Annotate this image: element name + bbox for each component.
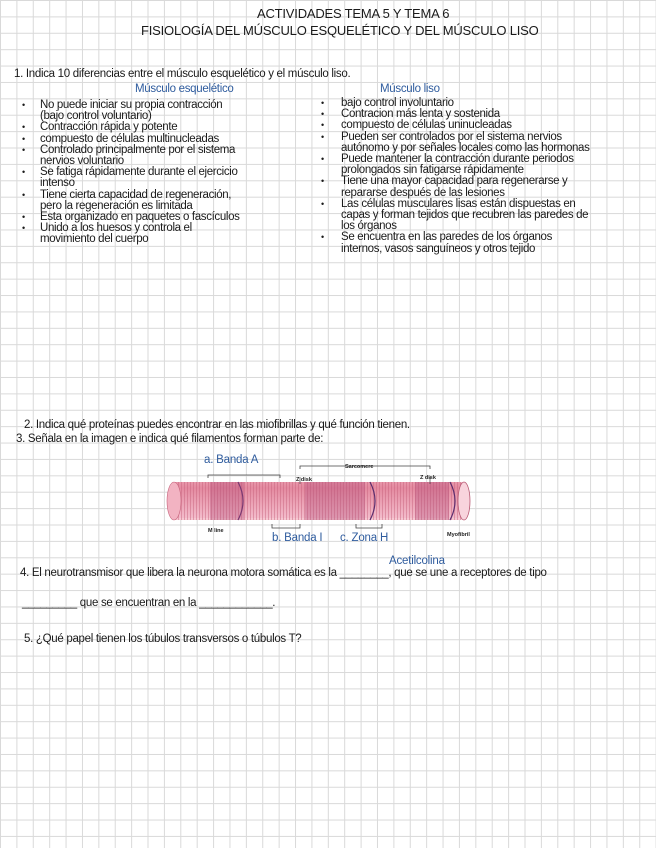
list-item [321,232,651,254]
list-item-line: internos, vasos sanguíneos y otros tejido [341,242,536,255]
heading-skeletal-muscle: Músculo esquelético [135,83,234,95]
question-4-line2: _________ que se encuentran en la ____________. [22,597,276,609]
question-1: 1. Indica 10 diferencias entre el músculo esquelético y el músculo liso. [14,68,351,80]
list-item [22,190,312,212]
bullet: • [22,212,25,223]
list-item-line: prolongados sin fatigarse rápidamente [341,164,524,177]
bullet: • [22,144,25,155]
list-item [22,122,312,133]
list-item-line: intenso [40,177,75,190]
bullet: • [321,131,324,142]
page-title-line1: ACTIVIDADES TEMA 5 Y TEMA 6 [257,6,450,21]
list-item [321,199,651,233]
question-3: 3. Señala en la imagen e indica qué filamentos forman parte de: [16,433,324,445]
bullet: • [321,198,324,209]
skeletal-muscle-list [22,100,312,246]
list-item-line: Puede mantener la contracción durante periodos [341,153,574,166]
question-4-line1: 4. El neurotransmisor que libera la neurona motora somática es la ________, que se une a receptores de tipo [20,567,547,579]
list-item [321,154,651,176]
list-item-line: capas y forman tejidos que recubren las paredes de [341,209,589,222]
label-banda-a: a. Banda A [204,454,259,466]
h-zone-bracket [356,524,382,528]
a-band-left [210,482,244,520]
myofibril-end-right [458,482,470,520]
list-item-line: bajo control involuntario [341,97,454,109]
question-5: 5. ¿Qué papel tienen los túbulos transversos o túbulos T? [24,633,302,645]
bullet: • [22,100,25,110]
z-disk-left-label: Z disk [296,477,312,483]
list-item-line: repararse después de las lesiones [341,186,505,199]
bullet: • [22,122,25,133]
list-item-line: No puede iniciar su propia contracción [40,99,223,111]
list-item-line: Se encuentra en las paredes de los órganos [341,231,552,244]
list-item-line: nervios voluntario [40,155,124,168]
list-item [321,176,651,198]
smooth-muscle-list [321,98,651,255]
list-item [321,132,651,154]
list-item-line: Las células musculares lisas están dispuestas en [341,197,576,210]
bullet: • [22,167,25,178]
bullet: • [321,120,324,131]
a-band-right [415,482,449,520]
bullet: • [321,176,324,187]
list-item-line: Esta organizado en paquetes o fascículos [40,211,240,224]
list-item-line: movimiento del cuerpo [40,233,149,246]
a-band-mid [305,482,365,520]
list-item [321,120,651,131]
bullet: • [321,98,324,108]
list-item [22,223,312,245]
list-item-line: Pueden ser controlados por el sistema nervios [341,130,562,143]
myofibril-end-left [167,482,181,520]
list-item-line: compuesto de células multinucleadas [40,132,219,145]
question-2: 2. Indica qué proteínas puedes encontrar en las miofibrillas y qué función tienen. [24,419,410,431]
bullet: • [321,109,324,120]
label-banda-i: b. Banda I [272,532,323,544]
list-item-line: compuesto de células uninucleadas [341,119,512,132]
bullet: • [22,133,25,144]
bullet: • [22,223,25,234]
list-item-line: Contracion más lenta y sostenida [341,108,500,121]
list-item [22,145,312,167]
bullet: • [22,189,25,200]
list-item-line: Controlado principalmente por el sistema [40,143,236,156]
a-band-bracket [208,475,280,478]
list-item-line: Tiene una mayor capacidad para regenerarse y [341,175,568,188]
sarcomere-label: Sarcomere [345,464,374,470]
list-item-line: Unido a los huesos y controla el [40,222,192,235]
bullet: • [321,154,324,165]
list-item-line: autónomo y por señales locales como las hormonas [341,141,590,154]
list-item-line: pero la regeneración es limitada [40,199,193,212]
m-line-label: M line [208,528,224,534]
list-item-line: Contracción rápida y potente [40,121,178,134]
i-band-bracket [272,524,300,528]
list-item [22,167,312,189]
list-item-line: Tiene cierta capacidad de regeneración, [40,188,232,201]
z-disk-right-label: Z disk [420,475,436,481]
answer-acetilcolina: Acetilcolina [389,555,445,567]
list-item-line: los órganos [341,220,397,233]
myofibril-diagram [160,458,490,548]
heading-smooth-muscle: Músculo liso [380,83,440,95]
list-item [22,100,312,122]
list-item-line: (bajo control voluntario) [40,110,152,123]
label-zona-h: c. Zona H [340,532,389,544]
bullet: • [321,232,324,243]
page-title-line2: FISIOLOGÍA DEL MÚSCULO ESQUELÉTICO Y DEL MÚSCULO LISO [141,23,539,38]
list-item-line: Se fatiga rápidamente durante el ejercicio [40,166,238,179]
myofibril-label: Myofibril [447,532,470,538]
